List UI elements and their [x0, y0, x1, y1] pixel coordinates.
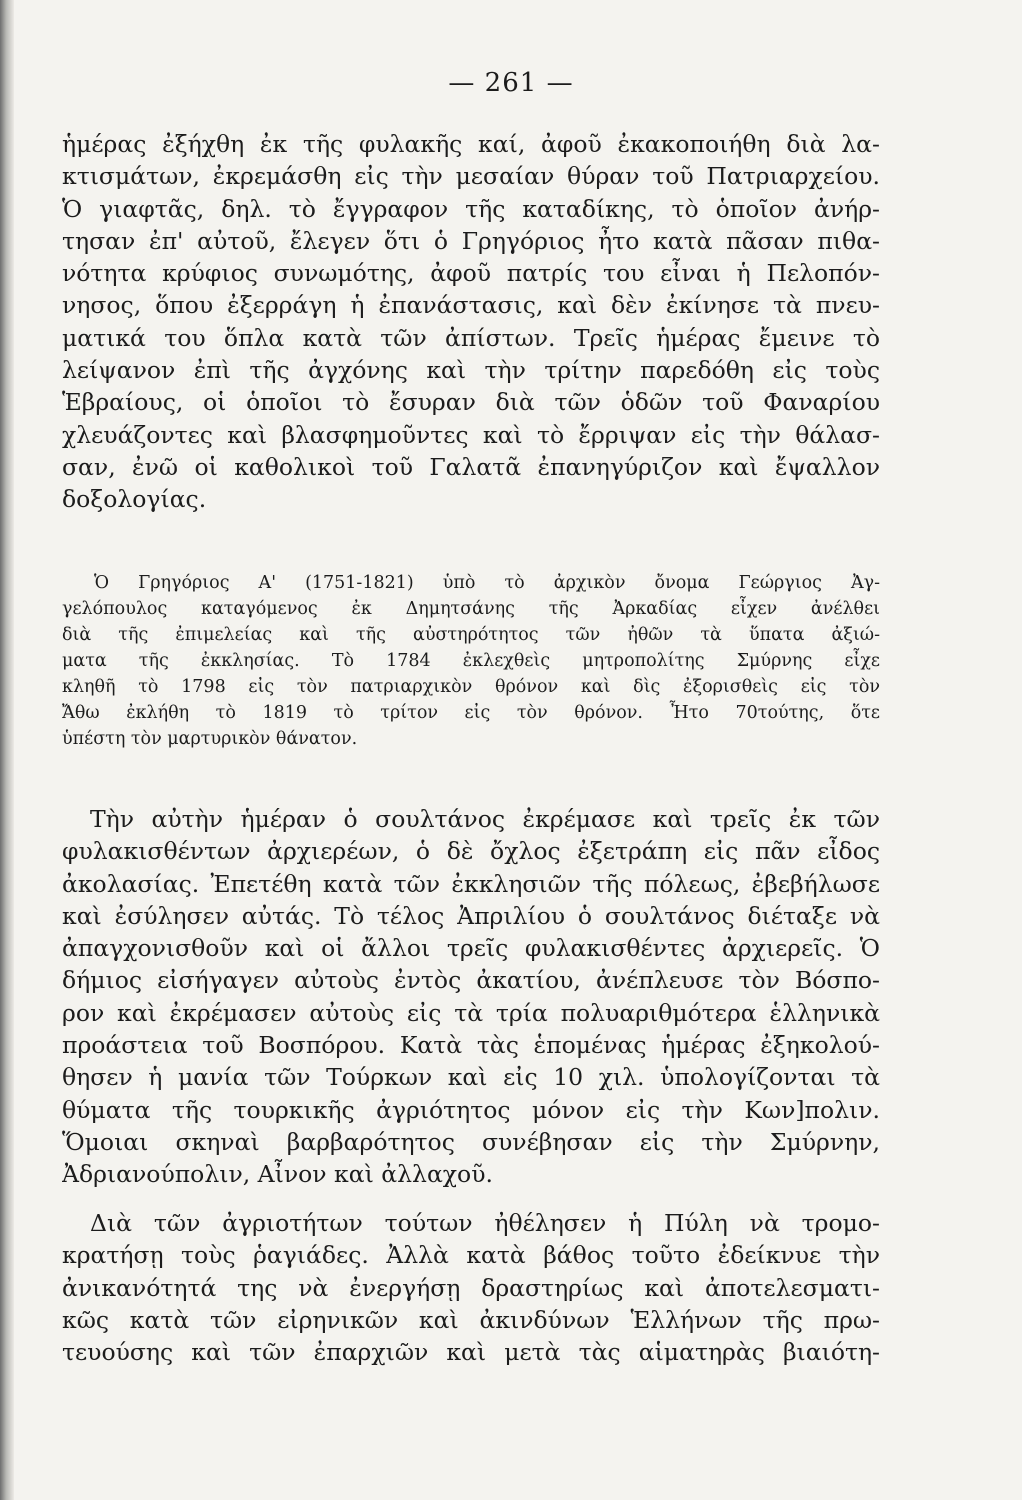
text-line: Ἑβραίους, οἱ ὁποῖοι τὸ ἔσυραν διὰ τῶν ὁδῶν τοῦ Φαναρίου	[62, 388, 880, 417]
text-line: Ἀδριανούπολιν, Αἶνον καὶ ἀλλαχοῦ.	[62, 1160, 493, 1189]
text-line: κῶς κατὰ τῶν εἰρηνικῶν καὶ ἀκινδύνων Ἑλλήνων τῆς πρω-	[62, 1305, 880, 1334]
text-line: κτισμάτων, ἐκρεμάσθη εἰς τὴν μεσαίαν θύραν τοῦ Πατριαρχείου.	[62, 162, 880, 191]
text-line: θησεν ἡ μανία τῶν Τούρκων καὶ εἰς 10 χιλ. ὑπολογίζονται τὰ	[62, 1063, 880, 1092]
page-number: — 261 —	[448, 68, 574, 98]
text-line: ἀνικανότητά της νὰ ἐνεργήσῃ δραστηρίως καὶ ἀποτελεσματι-	[62, 1273, 880, 1302]
note-line: ματα τῆς ἐκκλησίας. Τὸ 1784 ἐκλεχθεὶς μητροπολίτης Σμύρνης εἶχε	[62, 651, 880, 671]
text-line: σαν, ἐνῶ οἱ καθολικοὶ τοῦ Γαλατᾶ ἐπανηγύριζον καὶ ἔψαλλον	[62, 452, 880, 481]
note-line: γελόπουλος καταγόμενος ἐκ Δημητσάνης τῆς Ἀρκαδίας εἶχεν ἀνέλθει	[62, 599, 880, 619]
text-line: τευούσης καὶ τῶν ἐπαρχιῶν καὶ μετὰ τὰς αἱματηρὰς βιαιότη-	[62, 1338, 880, 1367]
text-line: Διὰ τῶν ἀγριοτήτων τούτων ἠθέλησεν ἡ Πύλη νὰ τρομο-	[90, 1209, 880, 1237]
text-line: θύματα τῆς τουρκικῆς ἀγριότητος μόνον εἰς τὴν Κων]πολιν.	[62, 1095, 880, 1124]
paragraph-main-2	[62, 803, 880, 1191]
text-line: Ὁ γιαφτᾶς, δηλ. τὸ ἔγγραφον τῆς καταδίκης, τὸ ὁποῖον ἀνήρ-	[62, 194, 880, 223]
note-line: διὰ τῆς ἐπιμελείας καὶ τῆς αὐστηρότητος τῶν ἠθῶν τὰ ὕπατα ἀξιώ-	[62, 625, 880, 645]
text-line: νησος, ὅπου ἐξερράγη ἡ ἐπανάστασις, καὶ δὲν ἐκίνησε τὰ πνευ-	[62, 291, 880, 320]
biographical-note	[62, 570, 880, 752]
note-line: ὑπέστη τὸν μαρτυρικὸν θάνατον.	[62, 729, 358, 749]
text-line: Τὴν αὐτὴν ἡμέραν ὁ σουλτάνος ἐκρέμασε καὶ τρεῖς ἐκ τῶν	[90, 805, 880, 833]
page-edge-shadow	[0, 0, 14, 1500]
text-line: φυλακισθέντων ἀρχιερέων, ὁ δὲ ὄχλος ἐξετράπη εἰς πᾶν εἶδος	[62, 837, 880, 866]
note-line: Ὁ Γρηγόριος Α' (1751-1821) ὑπὸ τὸ ἀρχικὸν ὄνομα Γεώργιος Ἀγ-	[94, 573, 880, 593]
text-line: κρατήσῃ τοὺς ῥαγιάδες. Ἀλλὰ κατὰ βάθος τοῦτο ἐδείκνυε τὴν	[62, 1241, 880, 1270]
text-line: καὶ ἐσύλησεν αὐτάς. Τὸ τέλος Ἀπριλίου ὁ σουλτάνος διέταξε νὰ	[62, 901, 880, 930]
text-line: χλευάζοντες καὶ βλασφημοῦντες καὶ τὸ ἔρριψαν εἰς τὴν θάλασ-	[62, 420, 880, 449]
text-line: προάστεια τοῦ Βοσπόρου. Κατὰ τὰς ἑπομένας ἡμέρας ἐξηκολού-	[62, 1031, 880, 1060]
note-line: Ἄθω ἐκλήθη τὸ 1819 τὸ τρίτον εἰς τὸν θρόνον. Ἦτο 70τούτης, ὅτε	[62, 703, 880, 723]
text-line: ἀπαγχονισθοῦν καὶ οἱ ἄλλοι τρεῖς φυλακισθέντες ἀρχιερεῖς. Ὁ	[62, 934, 880, 963]
text-line: ἀκολασίας. Ἐπετέθη κατὰ τῶν ἐκκλησιῶν τῆς πόλεως, ἐβεβήλωσε	[62, 869, 880, 898]
paragraph-main-3	[62, 1207, 880, 1368]
text-line: ματικά του ὅπλα κατὰ τῶν ἀπίστων. Τρεῖς ἡμέρας ἔμεινε τὸ	[62, 323, 880, 352]
text-line: ρον καὶ ἐκρέμασεν αὐτοὺς εἰς τὰ τρία πολυαριθμότερα ἑλληνικὰ	[62, 998, 880, 1027]
text-line: δήμιος εἰσήγαγεν αὐτοὺς ἐντὸς ἀκατίου, ἀνέπλευσε τὸν Βόσπο-	[62, 966, 880, 995]
paragraph-main-1	[62, 128, 880, 516]
text-line: Ὅμοιαι σκηναὶ βαρβαρότητος συνέβησαν εἰς τὴν Σμύρνην,	[62, 1127, 880, 1156]
text-line: λείψανον ἐπὶ τῆς ἀγχόνης καὶ τὴν τρίτην παρεδόθη εἰς τοὺς	[62, 356, 880, 385]
text-line: νότητα κρύφιος συνωμότης, ἀφοῦ πατρίς του εἶναι ἡ Πελοπόν-	[62, 259, 880, 288]
text-line: ἡμέρας ἐξήχθη ἐκ τῆς φυλακῆς καί, ἀφοῦ ἐκακοποιήθη διὰ λα-	[62, 130, 880, 158]
note-line: κληθῆ τὸ 1798 εἰς τὸν πατριαρχικὸν θρόνον καὶ δὶς ἐξορισθεὶς εἰς τὸν	[62, 677, 880, 697]
text-line: τησαν ἐπ' αὐτοῦ, ἔλεγεν ὅτι ὁ Γρηγόριος ἦτο κατὰ πᾶσαν πιθα-	[62, 226, 880, 255]
text-line: δοξολογίας.	[62, 485, 207, 514]
